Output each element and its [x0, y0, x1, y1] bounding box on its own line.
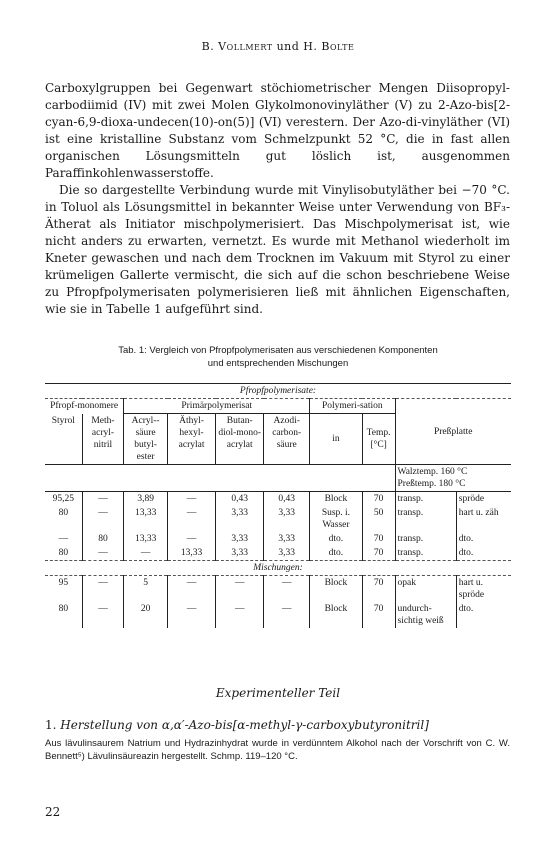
table-cell: opak [395, 576, 456, 603]
experimental-text: Aus lävulinsaurem Natrium und Hydrazinhydrat wurde in verdünntem Alkohol nach der Vorschrift von C. W. Bennett⁵) Lävulinsäureazin hergestellt. Schmp. 119–120 °C. [45, 738, 510, 762]
table-cell: Block [310, 602, 363, 628]
table-cell: — [264, 576, 310, 603]
table-cell: 70 [362, 576, 395, 603]
pfropf-rows [45, 492, 511, 561]
table-cell: 70 [362, 602, 395, 628]
table-cell: Block [310, 576, 363, 603]
group-pfropf: Pfropf-monomere [45, 399, 124, 414]
table-cell: 95 [45, 576, 82, 603]
col-meth: Meth-acryl-nitril [82, 414, 124, 465]
table-cell: 70 [362, 546, 395, 561]
table-caption [55, 344, 501, 370]
press-info-2: Preßtemp. 180 °C [397, 479, 466, 489]
sub-heading [45, 718, 515, 732]
press-info [395, 465, 511, 492]
comparison-table [45, 383, 511, 628]
table-cell: — [82, 506, 124, 532]
table-cell: — [168, 492, 216, 507]
table-cell: — [168, 532, 216, 546]
table-cell: dto. [310, 532, 363, 546]
pfropf-row [45, 532, 511, 546]
table-cell: — [45, 532, 82, 546]
running-header [0, 40, 556, 53]
section-row-mix [45, 561, 511, 576]
table-cell: dto. [456, 546, 511, 561]
table-cell: 95,25 [45, 492, 82, 507]
table-cell: 70 [362, 492, 395, 507]
table-cell: dto. [456, 602, 511, 628]
author-1: B. Vollmert [201, 40, 273, 53]
col-aethyl: Äthyl-hexyl-acrylat [168, 414, 216, 465]
table-cell: 80 [82, 532, 124, 546]
table-cell: 3,89 [124, 492, 168, 507]
pfropf-row [45, 506, 511, 532]
col-acryl: Acryl--säure butyl-ester [124, 414, 168, 465]
col-temp: Temp. [°C] [362, 414, 395, 465]
table-cell: spröde [456, 492, 511, 507]
table-cell: 3,33 [264, 506, 310, 532]
section-pfropf-label: Pfropfpolymerisate: [45, 384, 511, 399]
table-cell: 80 [45, 506, 82, 532]
table-cell: 3,33 [264, 532, 310, 546]
table-cell: hart u. spröde [456, 576, 511, 603]
table-cell: — [216, 602, 264, 628]
table-cell: 5 [124, 576, 168, 603]
table-cell: — [264, 602, 310, 628]
table-cell: transp. [395, 506, 456, 532]
press-info-row [45, 465, 511, 492]
paragraph-2: Die so dargestellte Verbindung wurde mit Vinylisobutyläther bei −70 °C. in Toluol als Lösungsmittel in bekannter Weise unter Verwendung von BF₃-Ätherat als Initiator mischpolymerisiert. Das Mischpolymerisat ist, wie nicht anders zu erwarten, vernetzt. Es wurde mit Methanol wiederholt im Kneter gewaschen und nach dem Trocknen im Vakuum mit Styrol zu einer krümeligen Gallerte vermischt, die sich auf die schon beschriebene Weise zu Pfropfpolymerisaten polymerisieren ließ mit ähnlichen Eigenschaften, wie sie in Tabelle 1 aufgeführt sind. [45, 183, 510, 316]
table-cell: 0,43 [264, 492, 310, 507]
group-press: Preßplatte [395, 399, 511, 465]
table-cell: — [82, 602, 124, 628]
caption-line-1: Tab. 1: Vergleich von Pfropfpolymerisaten aus verschiedenen Komponenten [118, 345, 438, 356]
pfropf-row [45, 492, 511, 507]
section-mix-label: Mischungen: [45, 561, 511, 576]
table-cell: — [82, 546, 124, 561]
mix-row [45, 576, 511, 603]
table-cell: 3,33 [216, 532, 264, 546]
body-text [45, 80, 510, 318]
table-cell: — [216, 576, 264, 603]
table-cell: — [168, 602, 216, 628]
table-cell: — [124, 546, 168, 561]
mix-row [45, 602, 511, 628]
table-cell: hart u. zäh [456, 506, 511, 532]
table-cell: undurch-sichtig weiß [395, 602, 456, 628]
table-cell: 0,43 [216, 492, 264, 507]
sub-heading-number: 1. [45, 718, 57, 732]
table-cell: transp. [395, 546, 456, 561]
table-cell: Block [310, 492, 363, 507]
table-cell: dto. [310, 546, 363, 561]
table-cell: transp. [395, 532, 456, 546]
table-cell: 80 [45, 602, 82, 628]
table-cell: — [168, 576, 216, 603]
col-styrol: Styrol [45, 414, 82, 465]
table-cell: 80 [45, 546, 82, 561]
section-row-pfropf [45, 384, 511, 399]
section-title: Experimenteller Teil [215, 686, 341, 700]
group-primaer: Primärpolymerisat [124, 399, 310, 414]
table-cell: — [82, 492, 124, 507]
table-cell: 3,33 [264, 546, 310, 561]
table-cell: Susp. i. Wasser [310, 506, 363, 532]
header-und: und [276, 40, 300, 53]
table-cell: 70 [362, 532, 395, 546]
table-cell: — [168, 506, 216, 532]
paragraph-1: Carboxylgruppen bei Gegenwart stöchiometrischer Mengen Diisopropyl-carbodiimid (IV) mit zwei Molen Glykolmonovinyläther (V) zu 2-Azo-bis[2-cyan-6,9-dioxa-undecen(10)-on(5)] (VI) verestern. Der Azo-di-vinyläther (VI) ist eine kristalline Substanz vom Schmelzpunkt 52 °C, die in fast allen organischen Lösungsmitteln gut löslich ist, ausgenommen Paraffinkohlenwasserstoffe. [45, 81, 510, 180]
mix-rows [45, 576, 511, 629]
table-cell: 13,33 [124, 506, 168, 532]
col-in: in [310, 414, 363, 465]
table-cell: 3,33 [216, 546, 264, 561]
table-cell: 13,33 [124, 532, 168, 546]
pfropf-row [45, 546, 511, 561]
table-cell: 13,33 [168, 546, 216, 561]
col-butan: Butan-diol-mono-acrylat [216, 414, 264, 465]
table-cell: transp. [395, 492, 456, 507]
table-cell: 3,33 [216, 506, 264, 532]
press-info-1: Walztemp. 160 °C [397, 467, 468, 477]
group-header-row [45, 399, 511, 414]
table-cell: — [82, 576, 124, 603]
table-cell: 20 [124, 602, 168, 628]
caption-line-2: und entsprechenden Mischungen [207, 358, 349, 369]
table-cell: dto. [456, 532, 511, 546]
page-number: 22 [45, 805, 61, 819]
sub-heading-text: Herstellung von α,α′-Azo-bis[α-methyl-γ-carboxybutyronitril] [60, 718, 429, 732]
group-polymer: Polymeri-sation [310, 399, 395, 414]
author-2: H. Bolte [303, 40, 355, 53]
table-cell: 50 [362, 506, 395, 532]
col-azodi: Azodi-carbon-säure [264, 414, 310, 465]
